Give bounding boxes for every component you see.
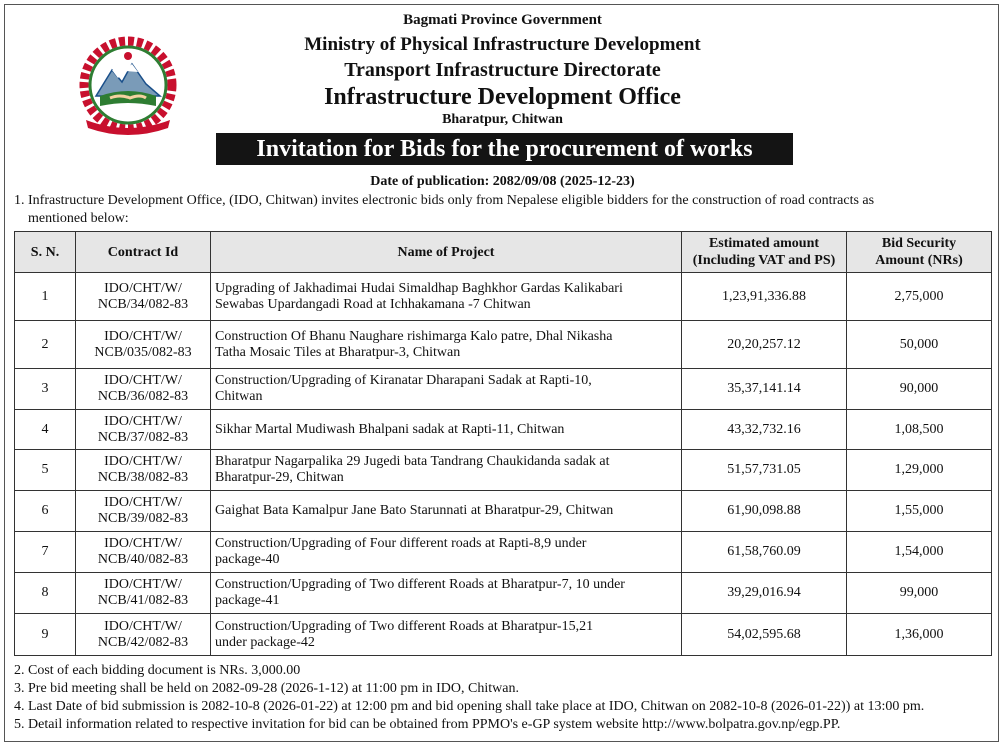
id-line: NCB/42/082-83 xyxy=(97,634,189,650)
project-line: Construction Of Bhanu Naughare rishimarga Kalo patre, Dhal Nikasha xyxy=(215,328,613,344)
header-line: Estimated amount xyxy=(708,236,820,251)
cell-security: 1,08,500 xyxy=(847,410,992,450)
project-line: Construction/Upgrading of Kiranatar Dharapani Sadak at Rapti-10, xyxy=(215,373,592,388)
cell-project xyxy=(211,450,682,491)
cell-sn: 8 xyxy=(15,573,76,614)
cell-security: 1,55,000 xyxy=(847,491,992,532)
cell-estimate: 61,58,760.09 xyxy=(682,532,847,573)
project-line: Chitwan xyxy=(215,389,263,404)
cell-sn: 1 xyxy=(15,273,76,321)
contracts-table xyxy=(14,231,992,656)
note-item: 2. Cost of each bidding document is NRs. 3,000.00 xyxy=(14,663,301,678)
org-directorate: Transport Infrastructure Directorate xyxy=(344,59,661,81)
id-line: NCB/035/082-83 xyxy=(94,344,192,360)
cell-sn: 6 xyxy=(15,491,76,532)
project-line: Tatha Mosaic Tiles at Bharatpur-3, Chitwan xyxy=(215,344,461,360)
id-line: IDO/CHT/W/ xyxy=(104,280,182,296)
id-line: NCB/37/082-83 xyxy=(97,429,189,445)
note-item: 3. Pre bid meeting shall be held on 2082-09-28 (2026-1-12) at 11:00 pm in IDO, Chitwan. xyxy=(14,681,519,696)
notice-title-banner: Invitation for Bids for the procurement of works xyxy=(216,133,793,165)
cell-estimate: 51,57,731.05 xyxy=(682,450,847,491)
cell-estimate: 61,90,098.88 xyxy=(682,491,847,532)
cell-security: 2,75,000 xyxy=(847,273,992,321)
project-line: Construction/Upgrading of Four different roads at Rapti-8,9 under xyxy=(215,536,587,551)
table-row xyxy=(15,614,992,656)
project-line: package-41 xyxy=(215,593,280,608)
col-header-project: Name of Project xyxy=(211,232,682,273)
note-item: 4. Last Date of bid submission is 2082-10-8 (2026-01-22) at 12:00 pm and bid opening shall take place at IDO, Chitwan on 2082-10-8 (2026-01-22)) at 13:00 pm. xyxy=(14,699,925,714)
table-row xyxy=(15,273,992,321)
id-line: IDO/CHT/W/ xyxy=(104,618,182,634)
cell-project xyxy=(211,573,682,614)
cell-project xyxy=(211,321,682,369)
publication-date: Date of publication: 2082/09/08 (2025-12-23) xyxy=(370,174,635,189)
org-ministry: Ministry of Physical Infrastructure Development xyxy=(304,34,701,55)
id-line: NCB/40/082-83 xyxy=(97,552,189,567)
id-line: IDO/CHT/W/ xyxy=(104,328,182,344)
id-line: IDO/CHT/W/ xyxy=(104,413,182,429)
cell-sn: 3 xyxy=(15,369,76,410)
org-location: Bharatpur, Chitwan xyxy=(442,112,563,127)
intro-line: 1. Infrastructure Development Office, (IDO, Chitwan) invites electronic bids only from Nepalese eligible bidders for the construction of road contracts as xyxy=(14,193,875,208)
org-government: Bagmati Province Government xyxy=(403,12,602,28)
col-header-estimate xyxy=(682,232,847,273)
table-row xyxy=(15,532,992,573)
cell-sn: 5 xyxy=(15,450,76,491)
project-line: Bharatpur Nagarpalika 29 Jugedi bata Tandrang Chaukidanda sadak at xyxy=(215,454,610,469)
cell-estimate: 43,32,732.16 xyxy=(682,410,847,450)
project-line: Bharatpur-29, Chitwan xyxy=(215,470,344,485)
cell-project: Gaighat Bata Kamalpur Jane Bato Starunnati at Bharatpur-29, Chitwan xyxy=(211,491,682,532)
project-line: Construction/Upgrading of Two different Roads at Bharatpur-7, 10 under xyxy=(215,577,625,592)
id-line: NCB/38/082-83 xyxy=(97,470,189,485)
cell-sn: 2 xyxy=(15,321,76,369)
cell-project: Sikhar Martal Mudiwash Bhalpani sadak at Rapti-11, Chitwan xyxy=(211,410,682,450)
id-line: IDO/CHT/W/ xyxy=(104,454,182,469)
table-row xyxy=(15,369,992,410)
cell-contract-id xyxy=(76,614,211,656)
cell-sn: 9 xyxy=(15,614,76,656)
cell-contract-id xyxy=(76,491,211,532)
cell-project xyxy=(211,273,682,321)
cell-estimate: 1,23,91,336.88 xyxy=(682,273,847,321)
note-item: 5. Detail information related to respective invitation for bid can be obtained from PPMO's e-GP system website http://www.bolpatra.gov.np/egp.PP. xyxy=(14,717,841,732)
id-line: IDO/CHT/W/ xyxy=(104,495,182,510)
intro-paragraph xyxy=(14,192,999,228)
cell-contract-id xyxy=(76,573,211,614)
cell-security: 1,36,000 xyxy=(847,614,992,656)
cell-security: 1,29,000 xyxy=(847,450,992,491)
id-line: NCB/34/082-83 xyxy=(97,296,189,312)
cell-contract-id xyxy=(76,369,211,410)
table-row xyxy=(15,321,992,369)
cell-security: 90,000 xyxy=(847,369,992,410)
id-line: NCB/41/082-83 xyxy=(97,593,189,608)
header-line: Bid Security xyxy=(881,236,957,251)
col-header-sn: S. N. xyxy=(15,232,76,273)
cell-estimate: 54,02,595.68 xyxy=(682,614,847,656)
header-line: (Including VAT and PS) xyxy=(692,253,836,268)
cell-contract-id xyxy=(76,410,211,450)
cell-contract-id xyxy=(76,321,211,369)
cell-contract-id xyxy=(76,273,211,321)
cell-sn: 4 xyxy=(15,410,76,450)
org-office: Infrastructure Development Office xyxy=(324,84,681,110)
id-line: IDO/CHT/W/ xyxy=(104,373,182,388)
id-line: IDO/CHT/W/ xyxy=(104,536,182,551)
col-header-security xyxy=(847,232,992,273)
cell-project xyxy=(211,532,682,573)
col-header-contract-id: Contract Id xyxy=(76,232,211,273)
intro-line: mentioned below: xyxy=(28,211,129,226)
project-line: Upgrading of Jakhadimai Hudai Simaldhap Baghkhor Gardas Kalikabari xyxy=(215,280,623,296)
cell-contract-id xyxy=(76,450,211,491)
table-row xyxy=(15,450,992,491)
project-line: Sewabas Upardangadi Road at Ichhakamana -7 Chitwan xyxy=(215,296,531,312)
header-line: Amount (NRs) xyxy=(875,253,963,268)
id-line: NCB/39/082-83 xyxy=(97,511,189,526)
project-line: package-40 xyxy=(215,552,280,567)
cell-security: 50,000 xyxy=(847,321,992,369)
cell-estimate: 20,20,257.12 xyxy=(682,321,847,369)
id-line: NCB/36/082-83 xyxy=(97,389,189,404)
table-row xyxy=(15,410,992,450)
project-line: Construction/Upgrading of Two different Roads at Bharatpur-15,21 xyxy=(215,618,594,634)
id-line: IDO/CHT/W/ xyxy=(104,577,182,592)
cell-security: 99,000 xyxy=(847,573,992,614)
table-header-row xyxy=(15,232,992,273)
cell-sn: 7 xyxy=(15,532,76,573)
cell-security: 1,54,000 xyxy=(847,532,992,573)
cell-project xyxy=(211,614,682,656)
table-row xyxy=(15,491,992,532)
cell-estimate: 39,29,016.94 xyxy=(682,573,847,614)
project-line: under package-42 xyxy=(215,634,315,650)
notes-list xyxy=(14,662,999,734)
cell-contract-id xyxy=(76,532,211,573)
table-row xyxy=(15,573,992,614)
cell-estimate: 35,37,141.14 xyxy=(682,369,847,410)
cell-project xyxy=(211,369,682,410)
